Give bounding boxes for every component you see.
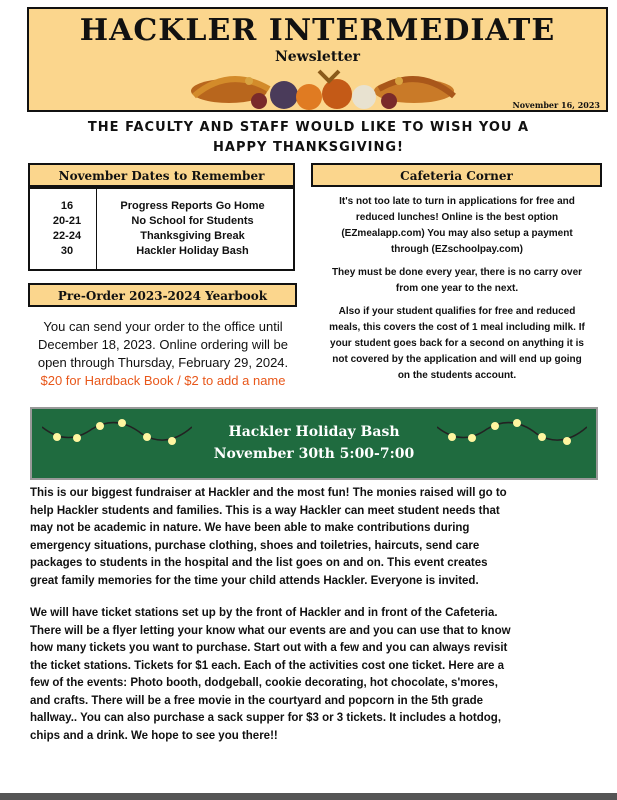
wish-line-1: THE FACULTY AND STAFF WOULD LIKE TO WISH YOU A (87, 120, 530, 135)
yearbook-info (28, 318, 298, 390)
cafeteria-box-title: Cafeteria Corner (311, 163, 602, 187)
event-cell: Hackler Holiday Bash (136, 245, 249, 257)
yearbook-box-title: Pre-Order 2023-2024 Yearbook (28, 283, 297, 307)
paragraph-line: may not be academic in nature. We have been able to make contributions during (30, 522, 470, 534)
cafeteria-line: from one year to the next. (395, 283, 519, 294)
paragraph-line: chips and a drink. We hope to see you there!! (30, 729, 278, 742)
cafeteria-line: on the students account. (397, 370, 517, 381)
table-row (30, 245, 293, 260)
paragraph-line: There will be a flyer letting your know what our events are and you can use that to know (30, 624, 511, 637)
date-cell: 20-21 (52, 215, 82, 227)
table-row (30, 200, 293, 215)
page-bottom-border (0, 793, 617, 800)
yearbook-line: December 18, 2023. Online ordering will be (37, 337, 289, 352)
date-cell: 30 (60, 245, 74, 257)
cafeteria-line: (EZmealapp.com) You may also setup a payment (341, 228, 573, 239)
newsletter-date: November 16, 2023 (512, 100, 600, 110)
date-cell: 22-24 (52, 230, 82, 242)
newsletter-subtitle: Newsletter (274, 49, 361, 65)
cafeteria-line: They must be done every year, there is no carry over (331, 267, 583, 278)
ticket-info-paragraph (30, 605, 590, 745)
cafeteria-paragraph (312, 265, 602, 297)
wish-line-2: HAPPY THANKSGIVING! (213, 140, 404, 155)
banner-date: November 30th 5:00-7:00 (213, 446, 415, 462)
event-cell: Progress Reports Go Home (120, 200, 265, 212)
paragraph-line: hallway.. You can also purchase a sack supper for $3 or 3 tickets. It includes a hotdog, (30, 712, 502, 724)
paragraph-line: and crafts. There will be a free movie in the courtyard and popcorn in the 5th grade (30, 694, 484, 707)
yearbook-line: You can send your order to the office until (43, 319, 283, 334)
yearbook-price: $20 for Hardback Book / $2 to add a name (40, 373, 286, 388)
cafeteria-line: your student goes back for a second on anything it is (330, 338, 584, 349)
cafeteria-line: It's not too late to turn in applications for free and (339, 196, 575, 207)
paragraph-line: great family memories for the time your child attends Hackler. Everyone is invited. (30, 574, 479, 587)
paragraph-line: This is our biggest fundraiser at Hackler and the most fun! The monies raised will go to (30, 487, 507, 499)
cafeteria-line: meals, this covers the cost of 1 meal including milk. If (329, 322, 585, 333)
table-row (30, 215, 293, 230)
cafeteria-paragraph (312, 304, 602, 384)
cafeteria-paragraph (312, 194, 602, 258)
cafeteria-line: through (EZschoolpay.com) (390, 244, 524, 255)
paragraph-line: emergency situations, purchase clothing, shoes and toiletries, haircuts, send care (30, 539, 480, 552)
cafeteria-line: Also if your student qualifies for free and reduced (338, 306, 576, 317)
date-cell: 16 (60, 200, 74, 212)
paragraph-line: how many tickets you want to purchase. Start out with a few and you can always revisit (30, 642, 508, 654)
paragraph-line: We will have ticket stations set up by the front of Hackler and in front of the Cafeteria. (30, 607, 498, 619)
thanksgiving-wish (25, 118, 592, 158)
cafeteria-info (312, 194, 602, 391)
bash-description-paragraph (30, 485, 590, 590)
autumn-harvest-icon (189, 61, 459, 113)
dates-box-title: November Dates to Remember (28, 163, 295, 187)
paragraph-line: few of the events: Photo booth, dodgeball, cookie decorating, hot chocolate, s'mores, (30, 677, 498, 689)
paragraph-line: the ticket stations. Tickets for $1 each. Each of the activities cost one ticket. Here are a (30, 659, 505, 672)
cafeteria-line: reduced lunches! Online is the best option (355, 212, 559, 223)
newsletter-header (27, 7, 608, 112)
paragraph-line: help Hackler students and families. This is a way Hackler can meet student needs that (30, 504, 500, 517)
dates-table (28, 187, 295, 271)
yearbook-line: open through Thursday, February 29, 2024. (37, 355, 289, 370)
table-row (30, 230, 293, 245)
event-cell: Thanksgiving Break (140, 230, 245, 242)
paragraph-line: packages to students in the hospital and the list goes on and on. This event creates (30, 557, 488, 569)
school-title: HACKLER INTERMEDIATE (79, 13, 556, 48)
holiday-bash-banner (30, 407, 598, 480)
banner-title: Hackler Holiday Bash (228, 424, 400, 440)
cafeteria-line: not covered by the application and will end up going (332, 354, 582, 365)
event-cell: No School for Students (131, 215, 254, 227)
